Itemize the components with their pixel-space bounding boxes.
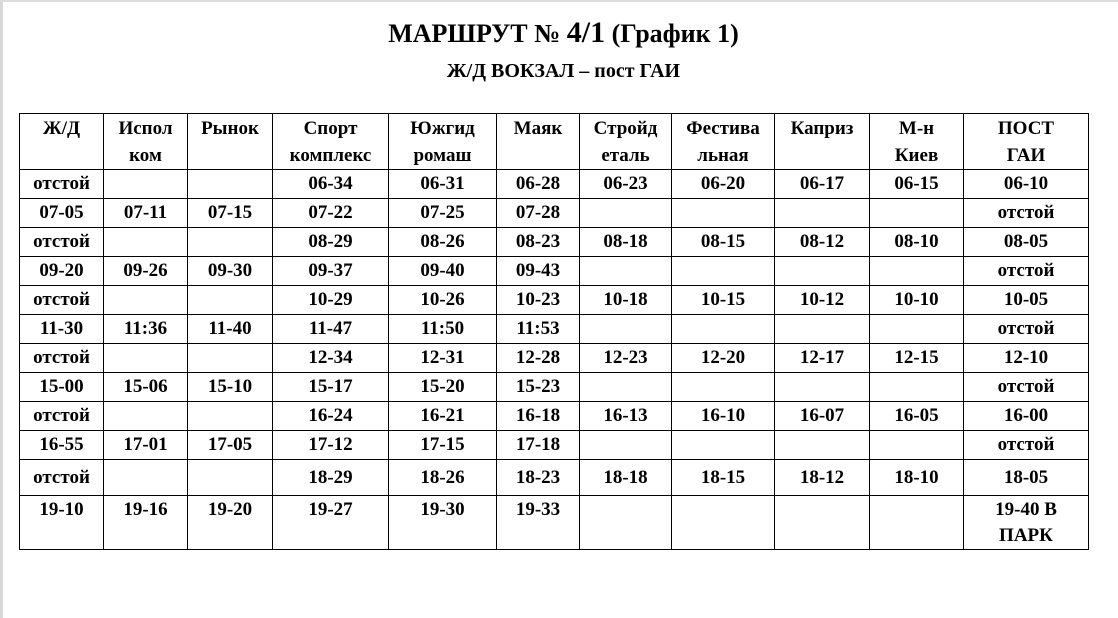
route-number: 4/1 (566, 16, 606, 49)
column-header-line-1: Фестива (686, 118, 760, 139)
table-cell: 10-10 (870, 286, 964, 315)
table-cell: отстой (964, 257, 1089, 286)
table-cell: 11:53 (497, 315, 580, 344)
table-cell (188, 170, 273, 199)
table-cell (104, 286, 188, 315)
column-header (672, 114, 775, 170)
route-subtitle: Ж/Д ВОКЗАЛ – пост ГАИ (446, 60, 681, 82)
column-header-line-1: Испол (118, 118, 173, 139)
column-header (775, 114, 870, 170)
table-cell (775, 496, 870, 550)
table-cell: 09-37 (273, 257, 389, 286)
table-cell (775, 315, 870, 344)
table-cell: отстой (20, 228, 104, 257)
table-cell (580, 373, 672, 402)
schedule-label: (График 1) (611, 19, 739, 48)
table-cell: 16-07 (775, 402, 870, 431)
table-cell (188, 286, 273, 315)
column-header-line-2 (777, 142, 867, 169)
table-cell (775, 431, 870, 460)
table-cell: 16-21 (389, 402, 497, 431)
table-cell: 17-01 (104, 431, 188, 460)
column-header-line-2: еталь (601, 145, 650, 166)
table-cell: 18-18 (580, 460, 672, 496)
table-cell: 12-20 (672, 344, 775, 373)
column-header-line-2: ГАИ (1006, 145, 1046, 166)
table-cell: 12-17 (775, 344, 870, 373)
table-cell: 16-24 (273, 402, 389, 431)
table-cell: 15-20 (389, 373, 497, 402)
table-cell: 16-13 (580, 402, 672, 431)
table-cell (870, 257, 964, 286)
table-cell: отстой (20, 170, 104, 199)
column-header-line-1: М-н (898, 118, 935, 139)
table-cell: 19-10 (20, 496, 104, 550)
table-cell: 18-26 (389, 460, 497, 496)
table-cell: 06-10 (964, 170, 1089, 199)
table-cell: 10-26 (389, 286, 497, 315)
table-cell: 15-10 (188, 373, 273, 402)
table-cell (870, 373, 964, 402)
table-cell (870, 496, 964, 550)
table-cell: 12-10 (964, 344, 1089, 373)
page-top-edge (0, 0, 1118, 2)
column-header-line-2: льная (697, 145, 749, 166)
table-cell (775, 373, 870, 402)
table-cell: 18-23 (497, 460, 580, 496)
table-cell (672, 199, 775, 228)
table-cell: 09-30 (188, 257, 273, 286)
table-cell: 16-10 (672, 402, 775, 431)
table-cell: 09-26 (104, 257, 188, 286)
column-header-line-1: Южгид (410, 118, 475, 139)
table-row (20, 228, 1089, 257)
table-cell (580, 431, 672, 460)
table-cell (672, 315, 775, 344)
table-cell: 19-30 (389, 496, 497, 550)
table-cell: 06-28 (497, 170, 580, 199)
table-cell: 10-15 (672, 286, 775, 315)
table-cell: 10-29 (273, 286, 389, 315)
column-header (273, 114, 389, 170)
table-row (20, 344, 1089, 373)
table-cell: 16-18 (497, 402, 580, 431)
table-cell: 11-30 (20, 315, 104, 344)
column-header-line-2 (190, 142, 270, 169)
park-note-line: ПАРК (999, 525, 1053, 546)
column-header-line-1: Стройд (593, 118, 658, 139)
table-cell: 09-20 (20, 257, 104, 286)
column-header-line-2: комплекс (289, 145, 372, 166)
table-cell: 09-40 (389, 257, 497, 286)
column-header (580, 114, 672, 170)
page-left-edge (0, 0, 3, 618)
table-cell (104, 460, 188, 496)
table-cell: 07-28 (497, 199, 580, 228)
table-row (20, 431, 1089, 460)
column-header (497, 114, 580, 170)
table-row (20, 286, 1089, 315)
table-cell: 16-00 (964, 402, 1089, 431)
column-header-line-1: ПОСТ (997, 118, 1055, 139)
column-header (964, 114, 1089, 170)
column-header (188, 114, 273, 170)
table-cell: 06-20 (672, 170, 775, 199)
park-note-line: 19-40 В (995, 499, 1057, 520)
table-cell (870, 199, 964, 228)
table-cell: отстой (964, 431, 1089, 460)
table-row (20, 170, 1089, 199)
column-header-line-1: Маяк (513, 118, 563, 139)
table-cell: 17-15 (389, 431, 497, 460)
table-cell: 19-20 (188, 496, 273, 550)
table-cell: отстой (20, 402, 104, 431)
column-header-line-2: ком (129, 145, 162, 166)
table-cell: 12-34 (273, 344, 389, 373)
table-cell: отстой (20, 460, 104, 496)
table-cell (672, 496, 775, 550)
table-cell: 19-27 (273, 496, 389, 550)
table-cell: 10-05 (964, 286, 1089, 315)
table-cell: 07-25 (389, 199, 497, 228)
table-cell: 06-34 (273, 170, 389, 199)
table-cell (188, 228, 273, 257)
table-cell: 15-00 (20, 373, 104, 402)
table-cell: 12-31 (389, 344, 497, 373)
table-cell (870, 431, 964, 460)
header-row (20, 114, 1089, 170)
table-cell: 11:50 (389, 315, 497, 344)
table-cell: 07-22 (273, 199, 389, 228)
table-cell: 17-12 (273, 431, 389, 460)
table-cell (775, 199, 870, 228)
table-cell: 11-47 (273, 315, 389, 344)
table-cell: 16-55 (20, 431, 104, 460)
table-cell: 17-18 (497, 431, 580, 460)
table-cell: 07-15 (188, 199, 273, 228)
table-cell: 15-23 (497, 373, 580, 402)
table-cell (104, 344, 188, 373)
table-cell: 18-10 (870, 460, 964, 496)
column-header (104, 114, 188, 170)
table-cell: 08-26 (389, 228, 497, 257)
table-cell: 08-18 (580, 228, 672, 257)
column-header-line-1: Каприз (790, 118, 854, 139)
table-row (20, 460, 1089, 496)
table-cell: 08-29 (273, 228, 389, 257)
table-cell (775, 257, 870, 286)
table-cell: 10-23 (497, 286, 580, 315)
table-cell: 19-33 (497, 496, 580, 550)
table-cell: 18-29 (273, 460, 389, 496)
page-title (0, 16, 1118, 51)
table-cell: 18-05 (964, 460, 1089, 496)
column-header-line-2 (22, 142, 101, 169)
column-header-line-1: Рынок (201, 118, 259, 139)
table-cell: 08-10 (870, 228, 964, 257)
table-cell: 06-15 (870, 170, 964, 199)
table-cell: 09-43 (497, 257, 580, 286)
table-cell: 06-17 (775, 170, 870, 199)
table-cell: 18-15 (672, 460, 775, 496)
table-cell: 11:36 (104, 315, 188, 344)
table-row (20, 257, 1089, 286)
table-cell (964, 496, 1089, 550)
column-header-line-1: Ж/Д (42, 118, 81, 139)
table-cell: 18-12 (775, 460, 870, 496)
table-cell (188, 460, 273, 496)
table-cell: 11-40 (188, 315, 273, 344)
table-row (20, 402, 1089, 431)
schedule-table (19, 113, 1089, 550)
schedule-body (20, 170, 1089, 550)
table-cell: 15-17 (273, 373, 389, 402)
table-cell: 19-16 (104, 496, 188, 550)
table-cell: 08-05 (964, 228, 1089, 257)
table-cell (580, 315, 672, 344)
column-header-line-1: Спорт (303, 118, 358, 139)
table-cell: 12-15 (870, 344, 964, 373)
table-cell (672, 257, 775, 286)
table-row (20, 315, 1089, 344)
table-cell (188, 344, 273, 373)
column-header (870, 114, 964, 170)
table-cell: 07-11 (104, 199, 188, 228)
title-prefix: МАРШРУТ № (388, 19, 561, 48)
table-cell: 06-23 (580, 170, 672, 199)
table-cell (580, 496, 672, 550)
table-cell: 06-31 (389, 170, 497, 199)
table-cell (104, 170, 188, 199)
table-cell (188, 402, 273, 431)
table-cell: 10-12 (775, 286, 870, 315)
table-cell (580, 199, 672, 228)
table-cell: отстой (964, 373, 1089, 402)
table-cell: 16-05 (870, 402, 964, 431)
table-cell (870, 315, 964, 344)
column-header-line-2: ромаш (413, 145, 472, 166)
table-row (20, 199, 1089, 228)
table-cell: 12-23 (580, 344, 672, 373)
table-cell: отстой (964, 315, 1089, 344)
column-header-line-2 (499, 142, 577, 169)
table-cell: 12-28 (497, 344, 580, 373)
table-cell (104, 402, 188, 431)
table-row (20, 496, 1089, 550)
column-header (20, 114, 104, 170)
table-cell: 07-05 (20, 199, 104, 228)
table-cell (672, 373, 775, 402)
table-cell: отстой (20, 344, 104, 373)
table-cell: 08-23 (497, 228, 580, 257)
table-row (20, 373, 1089, 402)
table-cell: отстой (20, 286, 104, 315)
table-cell: отстой (964, 199, 1089, 228)
column-header-line-2: Киев (894, 145, 939, 166)
table-cell: 10-18 (580, 286, 672, 315)
table-cell (580, 257, 672, 286)
table-cell (672, 431, 775, 460)
table-cell: 15-06 (104, 373, 188, 402)
column-header (389, 114, 497, 170)
table-cell: 08-12 (775, 228, 870, 257)
table-cell (104, 228, 188, 257)
table-cell: 17-05 (188, 431, 273, 460)
table-cell: 08-15 (672, 228, 775, 257)
